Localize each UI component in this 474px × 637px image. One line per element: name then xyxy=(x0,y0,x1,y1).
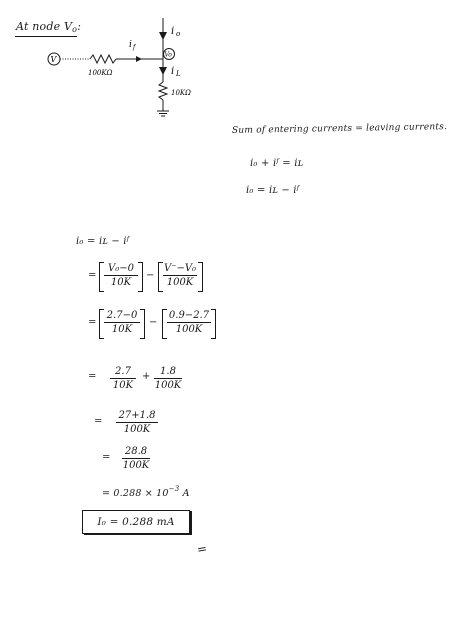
current-o-sub: o xyxy=(176,30,181,38)
fraction-3a-denominator: 10K xyxy=(111,324,133,335)
equals-3: = xyxy=(88,317,97,328)
fraction-3b xyxy=(167,310,211,335)
line-7-unit: A xyxy=(182,488,190,499)
fraction-4b-denominator: 100K xyxy=(154,380,182,391)
fraction-4b xyxy=(154,366,182,391)
fraction-2a-bar xyxy=(104,275,138,276)
fraction-4a-bar xyxy=(110,378,136,379)
fraction-5 xyxy=(116,410,158,435)
equals-6: = xyxy=(102,452,111,463)
node-vo-label: Vo xyxy=(164,51,172,59)
solution-line-1: i₀ = iʟ − iᶠ xyxy=(76,236,130,247)
line-7-exponent: −3 xyxy=(168,485,180,493)
bracket-2b-right xyxy=(198,262,203,292)
plus-4: + xyxy=(142,371,151,382)
line-7-text: = 0.288 × 10 xyxy=(102,488,169,499)
fraction-2a-denominator: 10K xyxy=(110,277,132,288)
fraction-2b-denominator: 100K xyxy=(166,277,194,288)
fraction-2b xyxy=(163,263,197,288)
fraction-5-denominator: 100K xyxy=(123,424,151,435)
fraction-4b-bar xyxy=(154,378,182,379)
current-l-arrow xyxy=(159,67,167,75)
circuit-diagram xyxy=(40,14,210,124)
current-o-label: i xyxy=(171,26,175,37)
kcl-equation-2: i₀ = iʟ − iᶠ xyxy=(246,185,300,196)
heading-subscript: o xyxy=(72,25,78,34)
kcl-equation-1: i₀ + iᶠ = iʟ xyxy=(250,158,304,169)
fraction-2a xyxy=(104,263,138,288)
bracket-2a-right xyxy=(138,262,143,292)
bracket-3b-right xyxy=(211,309,216,339)
fraction-2b-numerator: V⁻−V₀ xyxy=(163,263,197,274)
solution-line-7 xyxy=(102,485,190,499)
fraction-6-numerator: 28.8 xyxy=(124,446,148,457)
current-l-label: i xyxy=(171,66,175,77)
fraction-3b-numerator: 0.9−2.7 xyxy=(168,310,210,321)
resistor-f-zigzag xyxy=(90,55,116,63)
fraction-4a-numerator: 2.7 xyxy=(115,366,131,377)
fraction-3a-numerator: 2.7−0 xyxy=(106,310,138,321)
current-o-arrow xyxy=(159,32,167,40)
fraction-3a-bar xyxy=(104,322,140,323)
fraction-6-denominator: 100K xyxy=(122,460,150,471)
current-f-arrow xyxy=(136,56,142,62)
fraction-6 xyxy=(122,446,150,471)
fraction-5-bar xyxy=(116,422,158,423)
current-f-label: i xyxy=(129,40,132,50)
final-answer-box xyxy=(82,510,190,534)
equals-2: = xyxy=(88,270,97,281)
heading-colon: : xyxy=(77,20,82,33)
fraction-4b-numerator: 1.8 xyxy=(160,366,176,377)
source-label: V xyxy=(50,55,57,64)
fraction-2b-bar xyxy=(163,275,197,276)
minus-3: − xyxy=(149,317,158,328)
kcl-statement: Sum of entering currents = leaving currents. xyxy=(231,122,448,136)
equals-4: = xyxy=(88,371,97,382)
current-f-sub: f xyxy=(133,44,136,51)
resistor-l-zigzag xyxy=(159,82,167,100)
fraction-2a-numerator: V₀−0 xyxy=(108,263,134,274)
fraction-5-numerator: 27+1.8 xyxy=(118,410,156,421)
resistor-f-label: 100KΩ xyxy=(88,69,113,77)
fraction-4a xyxy=(110,366,136,391)
fraction-3b-bar xyxy=(167,322,211,323)
current-l-sub: L xyxy=(176,70,181,78)
minus-2: − xyxy=(146,270,155,281)
final-answer-text: I₀ = 0.288 mA xyxy=(97,516,175,528)
equals-5: = xyxy=(94,416,103,427)
heading-text: At node V xyxy=(16,20,73,33)
bracket-3a-right xyxy=(140,309,145,339)
fraction-6-bar xyxy=(122,458,150,459)
trailing-equals-mark: = xyxy=(195,541,209,557)
resistor-l-label: 10KΩ xyxy=(171,89,191,97)
fraction-3a xyxy=(104,310,140,335)
fraction-3b-denominator: 100K xyxy=(175,324,203,335)
fraction-4a-denominator: 10K xyxy=(112,380,134,391)
